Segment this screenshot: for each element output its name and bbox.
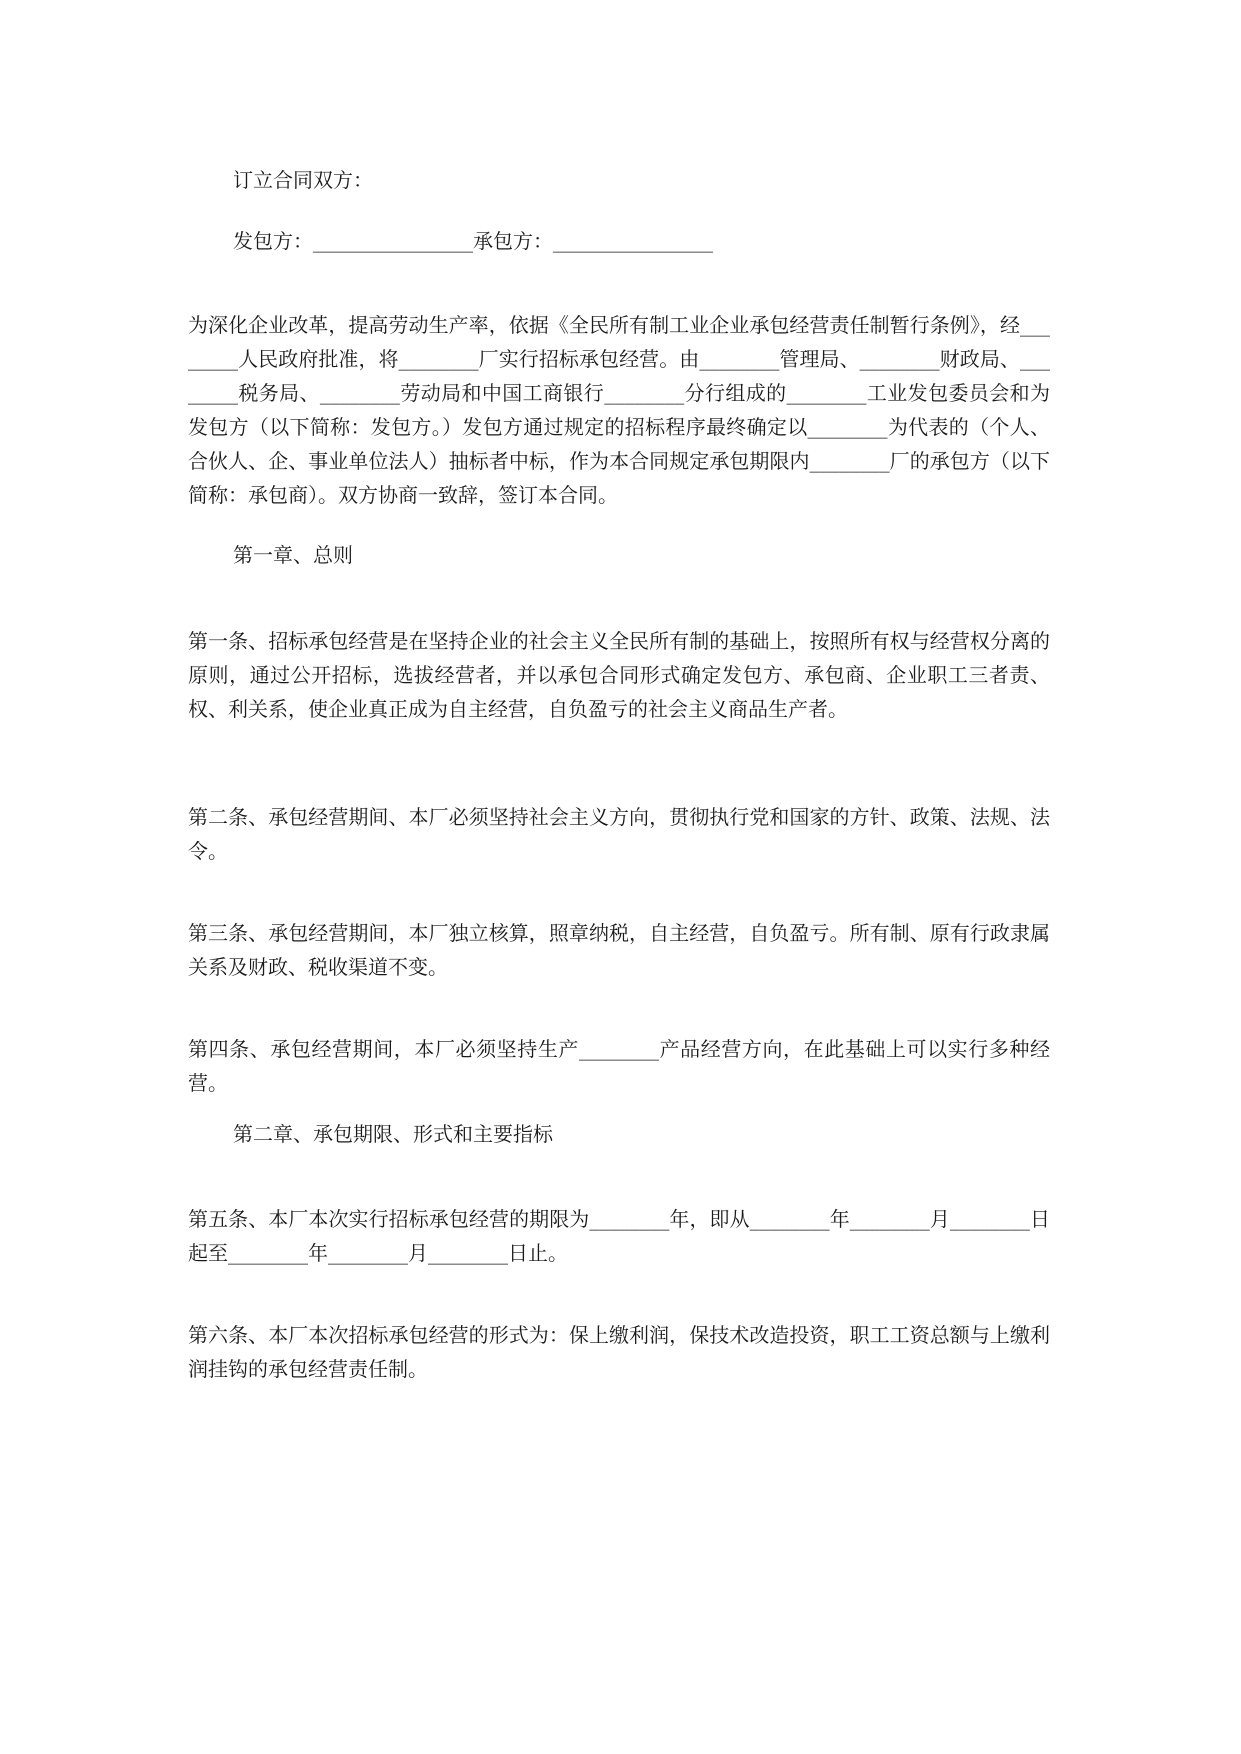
preamble-paragraph: 为深化企业改革，提高劳动生产率，依据《全民所有制工业企业承包经营责任制暂行条例》，经________人民政府批准，将________厂实行招标承包经营。由________管理局、________财政局、________税务局、________劳动局和中国工商银行________分行组成的________工业发包委员会和为发包方（以下简称：发包方。）发包方通过规定的招标程序最终确定以________为代表的（个人、合伙人、企、事业单位法人）抽标者中标，作为本合同规定承包期限内________厂的承包方（以下简称：承包商）。双方协商一致辞，签订本合同。: [188, 313, 1050, 507]
article-5: 第五条、本厂本次实行招标承包经营的期限为________年，即从________年________月________日起至________年________月________日止。: [188, 1207, 1050, 1265]
chapter-1-title: 第一章、总则: [233, 543, 353, 567]
article-4: 第四条、承包经营期间，本厂必须坚持生产________产品经营方向，在此基础上可以实行多种经营。: [188, 1037, 1050, 1095]
parties-heading: 订立合同双方：: [233, 168, 373, 192]
article-3: 第三条、承包经营期间，本厂独立核算，照章纳税，自主经营，自负盈亏。所有制、原有行政隶属关系及财政、税收渠道不变。: [188, 921, 1050, 979]
article-2: 第二条、承包经营期间、本厂必须坚持社会主义方向，贯彻执行党和国家的方针、政策、法规、法令。: [188, 805, 1050, 863]
article-6: 第六条、本厂本次招标承包经营的形式为：保上缴利润，保技术改造投资，职工工资总额与上缴利润挂钩的承包经营责任制。: [188, 1323, 1050, 1381]
parties-line: 发包方：________________承包方：________________: [233, 229, 713, 253]
article-1: 第一条、招标承包经营是在坚持企业的社会主义全民所有制的基础上，按照所有权与经营权分离的原则，通过公开招标，选拔经营者，并以承包合同形式确定发包方、承包商、企业职工三者责、权、利关系，使企业真正成为自主经营，自负盈亏的社会主义商品生产者。: [188, 629, 1050, 721]
chapter-2-title: 第二章、承包期限、形式和主要指标: [233, 1122, 553, 1146]
